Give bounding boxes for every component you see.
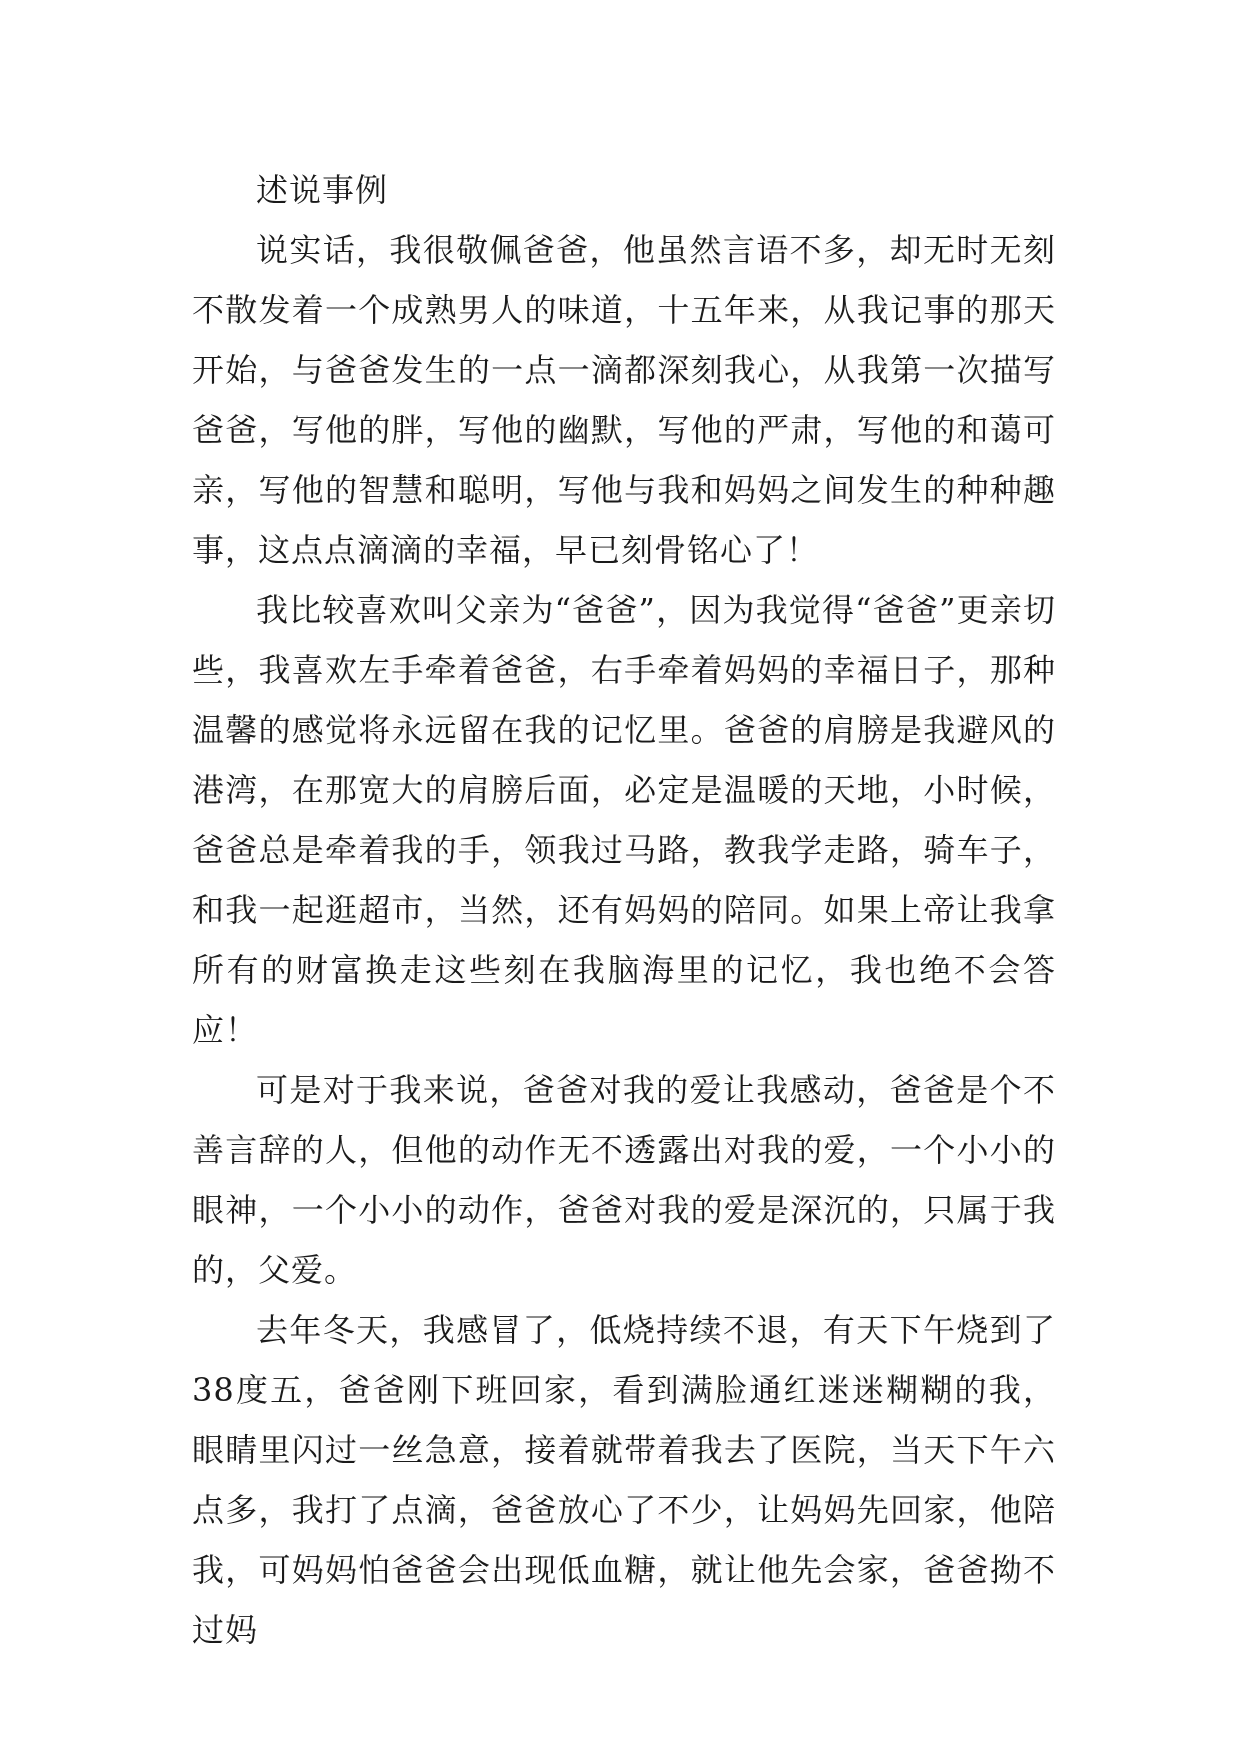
paragraph-1: 说实话，我很敬佩爸爸，他虽然言语不多，却无时无刻不散发着一个成熟男人的味道，十五年来，从我记事的那天开始，与爸爸发生的一点一滴都深刻我心，从我第一次描写爸爸，写他的胖，写他的幽默，写他的严肃，写他的和蔼可亲，写他的智慧和聪明，写他与我和妈妈之间发生的种种趣事，这点点滴滴的幸福，早已刻骨铭心了！ [192, 231, 1056, 569]
document-body [192, 160, 1056, 1660]
paragraph-2: 我比较喜欢叫父亲为“爸爸”，因为我觉得“爸爸”更亲切些，我喜欢左手牵着爸爸，右手牵着妈妈的幸福日子，那种温馨的感觉将永远留在我的记忆里。爸爸的肩膀是我避风的港湾，在那宽大的肩膀后面，必定是温暖的天地，小时候，爸爸总是牵着我的手，领我过马路，教我学走路，骑车子，和我一起逛超市，当然，还有妈妈的陪同。如果上帝让我拿所有的财富换走这些刻在我脑海里的记忆，我也绝不会答应！ [192, 591, 1056, 1049]
paragraph-4: 去年冬天，我感冒了，低烧持续不退，有天下午烧到了38度五，爸爸刚下班回家，看到满脸通红迷迷糊糊的我，眼睛里闪过一丝急意，接着就带着我去了医院，当天下午六点多，我打了点滴，爸爸放心了不少，让妈妈先回家，他陪我，可妈妈怕爸爸会出现低血糖，就让他先会家，爸爸拗不过妈 [192, 1311, 1056, 1649]
paragraph-3: 可是对于我来说，爸爸对我的爱让我感动，爸爸是个不善言辞的人，但他的动作无不透露出对我的爱，一个小小的眼神，一个小小的动作，爸爸对我的爱是深沉的，只属于我的，父爱。 [192, 1071, 1056, 1289]
section-heading: 述说事例 [256, 171, 389, 209]
